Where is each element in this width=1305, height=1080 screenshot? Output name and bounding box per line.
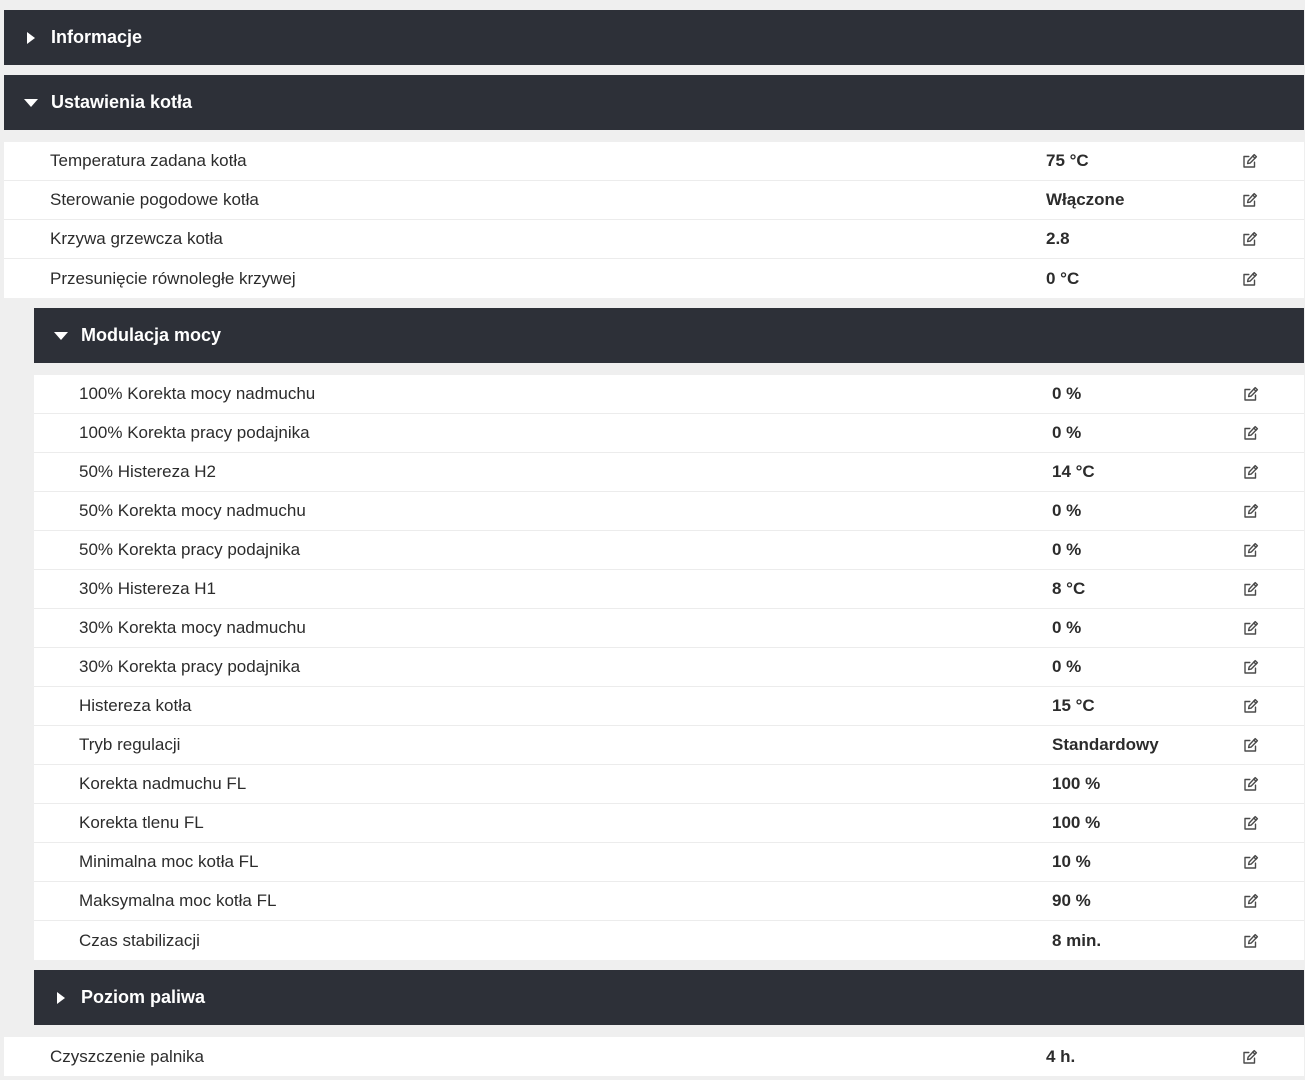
edit-icon[interactable]	[1243, 503, 1259, 519]
edit-icon[interactable]	[1243, 581, 1259, 597]
section-header-poziom-paliwa[interactable]	[34, 970, 1304, 1025]
setting-label: 50% Korekta pracy podajnika	[79, 540, 301, 559]
setting-value: Włączone	[1046, 190, 1125, 209]
setting-row	[34, 921, 1304, 960]
edit-icon[interactable]	[1242, 271, 1258, 287]
setting-row	[4, 1037, 1304, 1076]
edit-icon[interactable]	[1243, 776, 1259, 792]
section-title-ustawienia-kotla: Ustawienia kotła	[51, 92, 193, 112]
setting-row	[34, 687, 1304, 726]
edit-icon[interactable]	[1243, 542, 1259, 558]
setting-row	[4, 142, 1304, 181]
section-title-modulacja-mocy: Modulacja mocy	[81, 325, 222, 345]
edit-icon[interactable]	[1243, 620, 1259, 636]
setting-value: 14 °C	[1052, 462, 1095, 481]
ustawienia-kotla-list	[4, 142, 1304, 298]
setting-label: 30% Korekta pracy podajnika	[79, 657, 301, 676]
setting-row	[34, 609, 1304, 648]
setting-label: Krzywa grzewcza kotła	[50, 229, 223, 248]
setting-row	[34, 570, 1304, 609]
setting-label: 30% Korekta mocy nadmuchu	[79, 618, 306, 637]
setting-value: 100 %	[1052, 774, 1101, 793]
setting-row	[34, 648, 1304, 687]
setting-value: 0 %	[1052, 384, 1082, 403]
setting-value: 0 %	[1052, 501, 1082, 520]
section-title-poziom-paliwa: Poziom paliwa	[81, 987, 206, 1007]
setting-value: 8 min.	[1052, 930, 1102, 950]
czyszczenie-list	[4, 1037, 1304, 1076]
setting-label: 50% Histereza H2	[79, 462, 217, 481]
setting-row	[34, 804, 1304, 843]
setting-value: 90 %	[1052, 891, 1091, 910]
edit-icon[interactable]	[1243, 425, 1259, 441]
setting-label: Minimalna moc kotła FL	[79, 852, 259, 871]
setting-label: Temperatura zadana kotła	[50, 151, 247, 170]
setting-value: 10 %	[1052, 852, 1091, 871]
setting-row	[34, 453, 1304, 492]
edit-icon[interactable]	[1242, 1049, 1258, 1065]
section-header-informacje[interactable]	[4, 10, 1304, 65]
setting-value: 0 %	[1052, 540, 1082, 559]
setting-row	[4, 181, 1304, 220]
setting-label: Czas stabilizacji	[79, 930, 200, 950]
edit-icon[interactable]	[1243, 386, 1259, 402]
setting-label: Histereza kotła	[79, 696, 192, 715]
setting-value: 75 °C	[1046, 151, 1089, 170]
edit-icon[interactable]	[1243, 464, 1259, 480]
setting-label: Maksymalna moc kotła FL	[79, 891, 277, 910]
triangle-down-icon	[24, 96, 42, 110]
setting-value: 0 %	[1052, 657, 1082, 676]
setting-row	[34, 414, 1304, 453]
edit-icon[interactable]	[1242, 192, 1258, 208]
setting-label: Czyszczenie palnika	[50, 1046, 205, 1066]
edit-icon[interactable]	[1243, 737, 1259, 753]
setting-label: 50% Korekta mocy nadmuchu	[79, 501, 306, 520]
setting-value: 8 °C	[1052, 579, 1086, 598]
setting-row	[34, 492, 1304, 531]
setting-row	[34, 726, 1304, 765]
setting-value: 0 %	[1052, 618, 1082, 637]
edit-icon[interactable]	[1243, 893, 1259, 909]
setting-label: Korekta nadmuchu FL	[79, 774, 247, 793]
section-header-ustawienia-kotla[interactable]	[4, 75, 1304, 130]
edit-icon[interactable]	[1243, 698, 1259, 714]
setting-row	[4, 259, 1304, 298]
setting-row	[34, 765, 1304, 804]
triangle-down-icon	[54, 329, 72, 343]
setting-value: 4 h.	[1046, 1046, 1076, 1066]
edit-icon[interactable]	[1242, 231, 1258, 247]
setting-value: Standardowy	[1052, 735, 1159, 754]
setting-label: Korekta tlenu FL	[79, 813, 204, 832]
edit-icon[interactable]	[1243, 854, 1259, 870]
setting-label: Sterowanie pogodowe kotła	[50, 190, 259, 209]
section-title-informacje: Informacje	[51, 27, 143, 47]
setting-label: 30% Histereza H1	[79, 579, 217, 598]
setting-value: 100 %	[1052, 813, 1101, 832]
setting-row	[34, 375, 1304, 414]
setting-value: 2.8	[1046, 229, 1070, 248]
setting-value: 0 %	[1052, 423, 1082, 442]
setting-row	[34, 882, 1304, 921]
setting-row	[4, 220, 1304, 259]
setting-value: 0 °C	[1046, 268, 1080, 288]
triangle-right-icon	[54, 991, 72, 1005]
setting-value: 15 °C	[1052, 696, 1095, 715]
edit-icon[interactable]	[1243, 933, 1259, 949]
modulacja-mocy-list	[34, 375, 1304, 960]
edit-icon[interactable]	[1243, 815, 1259, 831]
setting-row	[34, 531, 1304, 570]
edit-icon[interactable]	[1243, 659, 1259, 675]
section-header-modulacja-mocy[interactable]	[34, 308, 1304, 363]
triangle-right-icon	[24, 31, 42, 45]
setting-label: Tryb regulacji	[79, 735, 181, 754]
edit-icon[interactable]	[1242, 153, 1258, 169]
setting-label: 100% Korekta mocy nadmuchu	[79, 384, 316, 403]
setting-label: 100% Korekta pracy podajnika	[79, 423, 310, 442]
setting-label: Przesunięcie równoległe krzywej	[50, 268, 296, 288]
setting-row	[34, 843, 1304, 882]
